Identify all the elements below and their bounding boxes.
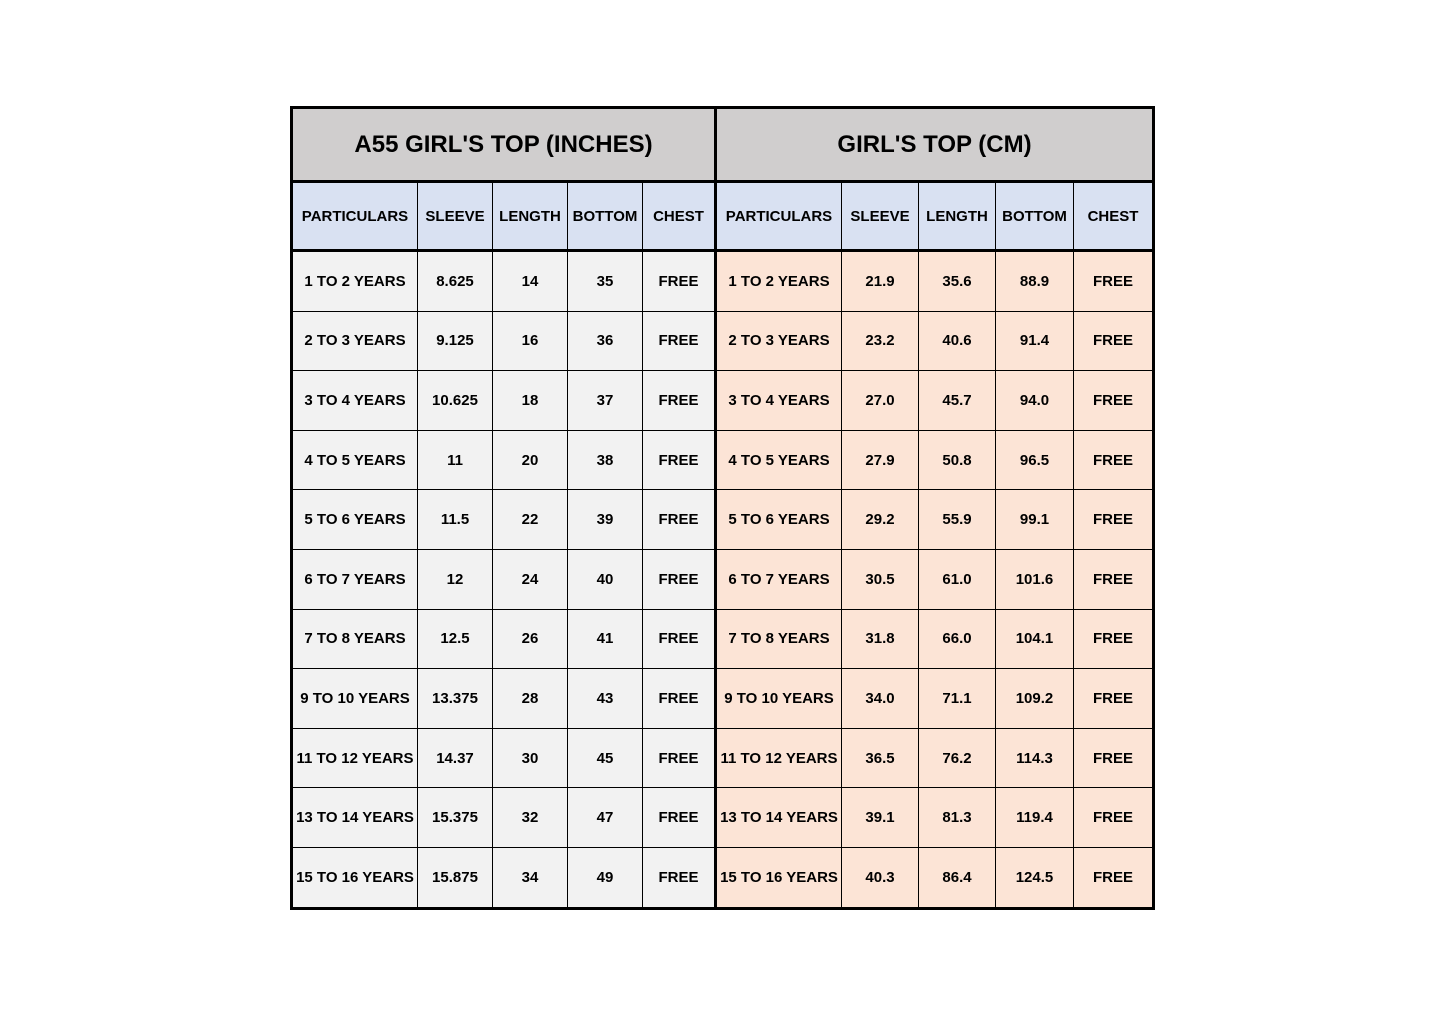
inches-cell-particulars: 6 TO 7 YEARS bbox=[292, 549, 418, 609]
cm-cell-chest: FREE bbox=[1074, 371, 1154, 431]
table-row bbox=[292, 788, 1154, 848]
cm-cell-length: 40.6 bbox=[919, 311, 996, 371]
cm-cell-sleeve: 30.5 bbox=[842, 549, 919, 609]
table-row bbox=[292, 490, 1154, 550]
inches-cell-chest: FREE bbox=[643, 549, 716, 609]
cm-cell-sleeve: 29.2 bbox=[842, 490, 919, 550]
cm-cell-bottom: 109.2 bbox=[996, 669, 1074, 729]
inches-cell-bottom: 43 bbox=[568, 669, 643, 729]
table-row bbox=[292, 371, 1154, 431]
cm-cell-bottom: 124.5 bbox=[996, 847, 1074, 908]
cm-cell-sleeve: 31.8 bbox=[842, 609, 919, 669]
cm-cell-bottom: 119.4 bbox=[996, 788, 1074, 848]
inches-cell-particulars: 3 TO 4 YEARS bbox=[292, 371, 418, 431]
cm-cell-sleeve: 34.0 bbox=[842, 669, 919, 729]
inches-cell-length: 32 bbox=[493, 788, 568, 848]
cm-cell-particulars: 6 TO 7 YEARS bbox=[716, 549, 842, 609]
table-row bbox=[292, 847, 1154, 908]
inches-cell-chest: FREE bbox=[643, 609, 716, 669]
cm-cell-length: 81.3 bbox=[919, 788, 996, 848]
inches-cell-particulars: 15 TO 16 YEARS bbox=[292, 847, 418, 908]
inches-cell-sleeve: 11.5 bbox=[418, 490, 493, 550]
inches-cell-bottom: 35 bbox=[568, 251, 643, 312]
cm-cell-particulars: 15 TO 16 YEARS bbox=[716, 847, 842, 908]
cm-cell-length: 86.4 bbox=[919, 847, 996, 908]
inches-cell-bottom: 37 bbox=[568, 371, 643, 431]
cm-cell-bottom: 114.3 bbox=[996, 728, 1074, 788]
table-row bbox=[292, 251, 1154, 312]
inches-cell-length: 28 bbox=[493, 669, 568, 729]
inches-cell-bottom: 47 bbox=[568, 788, 643, 848]
inches-cell-sleeve: 15.875 bbox=[418, 847, 493, 908]
table-row bbox=[292, 728, 1154, 788]
inches-header-length: LENGTH bbox=[493, 182, 568, 251]
cm-cell-particulars: 3 TO 4 YEARS bbox=[716, 371, 842, 431]
inches-cell-sleeve: 12 bbox=[418, 549, 493, 609]
table-row bbox=[292, 311, 1154, 371]
cm-cell-chest: FREE bbox=[1074, 251, 1154, 312]
inches-header-particulars: PARTICULARS bbox=[292, 182, 418, 251]
inches-cell-chest: FREE bbox=[643, 311, 716, 371]
cm-cell-chest: FREE bbox=[1074, 847, 1154, 908]
cm-cell-particulars: 5 TO 6 YEARS bbox=[716, 490, 842, 550]
cm-header-bottom: BOTTOM bbox=[996, 182, 1074, 251]
cm-cell-chest: FREE bbox=[1074, 311, 1154, 371]
cm-cell-particulars: 11 TO 12 YEARS bbox=[716, 728, 842, 788]
cm-cell-chest: FREE bbox=[1074, 549, 1154, 609]
inches-cell-bottom: 40 bbox=[568, 549, 643, 609]
cm-cell-length: 71.1 bbox=[919, 669, 996, 729]
inches-cell-particulars: 13 TO 14 YEARS bbox=[292, 788, 418, 848]
inches-cell-particulars: 11 TO 12 YEARS bbox=[292, 728, 418, 788]
cm-cell-bottom: 104.1 bbox=[996, 609, 1074, 669]
cm-cell-chest: FREE bbox=[1074, 788, 1154, 848]
cm-cell-chest: FREE bbox=[1074, 728, 1154, 788]
inches-cell-chest: FREE bbox=[643, 728, 716, 788]
inches-cell-sleeve: 10.625 bbox=[418, 371, 493, 431]
table-row bbox=[292, 669, 1154, 729]
cm-cell-chest: FREE bbox=[1074, 430, 1154, 490]
inches-cell-sleeve: 12.5 bbox=[418, 609, 493, 669]
inches-cell-sleeve: 8.625 bbox=[418, 251, 493, 312]
inches-cell-length: 20 bbox=[493, 430, 568, 490]
inches-cell-particulars: 2 TO 3 YEARS bbox=[292, 311, 418, 371]
cm-cell-sleeve: 27.9 bbox=[842, 430, 919, 490]
cm-cell-particulars: 13 TO 14 YEARS bbox=[716, 788, 842, 848]
inches-cell-chest: FREE bbox=[643, 669, 716, 729]
inches-cell-particulars: 4 TO 5 YEARS bbox=[292, 430, 418, 490]
cm-cell-particulars: 1 TO 2 YEARS bbox=[716, 251, 842, 312]
cm-cell-length: 61.0 bbox=[919, 549, 996, 609]
column-header-row bbox=[292, 182, 1154, 251]
size-chart-table bbox=[290, 106, 1155, 910]
inches-cell-length: 34 bbox=[493, 847, 568, 908]
cm-cell-bottom: 88.9 bbox=[996, 251, 1074, 312]
inches-cell-chest: FREE bbox=[643, 371, 716, 431]
inches-cell-length: 30 bbox=[493, 728, 568, 788]
inches-cell-sleeve: 14.37 bbox=[418, 728, 493, 788]
inches-cell-bottom: 36 bbox=[568, 311, 643, 371]
table-row bbox=[292, 549, 1154, 609]
cm-cell-length: 66.0 bbox=[919, 609, 996, 669]
cm-cell-chest: FREE bbox=[1074, 609, 1154, 669]
inches-cell-chest: FREE bbox=[643, 847, 716, 908]
inches-cell-bottom: 49 bbox=[568, 847, 643, 908]
inches-cell-sleeve: 11 bbox=[418, 430, 493, 490]
inches-cell-particulars: 9 TO 10 YEARS bbox=[292, 669, 418, 729]
cm-cell-chest: FREE bbox=[1074, 669, 1154, 729]
inches-cell-length: 16 bbox=[493, 311, 568, 371]
cm-cell-chest: FREE bbox=[1074, 490, 1154, 550]
table-row bbox=[292, 430, 1154, 490]
title-row bbox=[292, 108, 1154, 182]
inches-cell-sleeve: 9.125 bbox=[418, 311, 493, 371]
inches-cell-chest: FREE bbox=[643, 490, 716, 550]
cm-section-title: GIRL'S TOP (CM) bbox=[716, 108, 1154, 182]
inches-cell-length: 22 bbox=[493, 490, 568, 550]
cm-header-length: LENGTH bbox=[919, 182, 996, 251]
inches-cell-length: 24 bbox=[493, 549, 568, 609]
cm-cell-particulars: 4 TO 5 YEARS bbox=[716, 430, 842, 490]
inches-cell-particulars: 1 TO 2 YEARS bbox=[292, 251, 418, 312]
cm-cell-sleeve: 39.1 bbox=[842, 788, 919, 848]
cm-cell-bottom: 94.0 bbox=[996, 371, 1074, 431]
inches-header-sleeve: SLEEVE bbox=[418, 182, 493, 251]
inches-cell-particulars: 5 TO 6 YEARS bbox=[292, 490, 418, 550]
cm-header-sleeve: SLEEVE bbox=[842, 182, 919, 251]
cm-cell-particulars: 7 TO 8 YEARS bbox=[716, 609, 842, 669]
inches-cell-chest: FREE bbox=[643, 788, 716, 848]
inches-header-chest: CHEST bbox=[643, 182, 716, 251]
cm-cell-sleeve: 27.0 bbox=[842, 371, 919, 431]
cm-cell-particulars: 9 TO 10 YEARS bbox=[716, 669, 842, 729]
inches-cell-length: 18 bbox=[493, 371, 568, 431]
inches-cell-length: 26 bbox=[493, 609, 568, 669]
cm-header-particulars: PARTICULARS bbox=[716, 182, 842, 251]
inches-cell-sleeve: 15.375 bbox=[418, 788, 493, 848]
cm-cell-sleeve: 21.9 bbox=[842, 251, 919, 312]
cm-cell-sleeve: 40.3 bbox=[842, 847, 919, 908]
cm-cell-length: 35.6 bbox=[919, 251, 996, 312]
inches-cell-bottom: 38 bbox=[568, 430, 643, 490]
cm-cell-length: 55.9 bbox=[919, 490, 996, 550]
inches-cell-chest: FREE bbox=[643, 430, 716, 490]
cm-cell-bottom: 101.6 bbox=[996, 549, 1074, 609]
cm-cell-length: 50.8 bbox=[919, 430, 996, 490]
cm-cell-length: 45.7 bbox=[919, 371, 996, 431]
inches-cell-particulars: 7 TO 8 YEARS bbox=[292, 609, 418, 669]
inches-header-bottom: BOTTOM bbox=[568, 182, 643, 251]
cm-cell-bottom: 96.5 bbox=[996, 430, 1074, 490]
cm-cell-bottom: 99.1 bbox=[996, 490, 1074, 550]
inches-cell-length: 14 bbox=[493, 251, 568, 312]
cm-cell-particulars: 2 TO 3 YEARS bbox=[716, 311, 842, 371]
inches-cell-sleeve: 13.375 bbox=[418, 669, 493, 729]
inches-cell-bottom: 39 bbox=[568, 490, 643, 550]
inches-cell-bottom: 45 bbox=[568, 728, 643, 788]
inches-section-title: A55 GIRL'S TOP (INCHES) bbox=[292, 108, 716, 182]
cm-cell-sleeve: 36.5 bbox=[842, 728, 919, 788]
cm-cell-length: 76.2 bbox=[919, 728, 996, 788]
cm-cell-sleeve: 23.2 bbox=[842, 311, 919, 371]
cm-cell-bottom: 91.4 bbox=[996, 311, 1074, 371]
inches-cell-chest: FREE bbox=[643, 251, 716, 312]
cm-header-chest: CHEST bbox=[1074, 182, 1154, 251]
table-row bbox=[292, 609, 1154, 669]
inches-cell-bottom: 41 bbox=[568, 609, 643, 669]
